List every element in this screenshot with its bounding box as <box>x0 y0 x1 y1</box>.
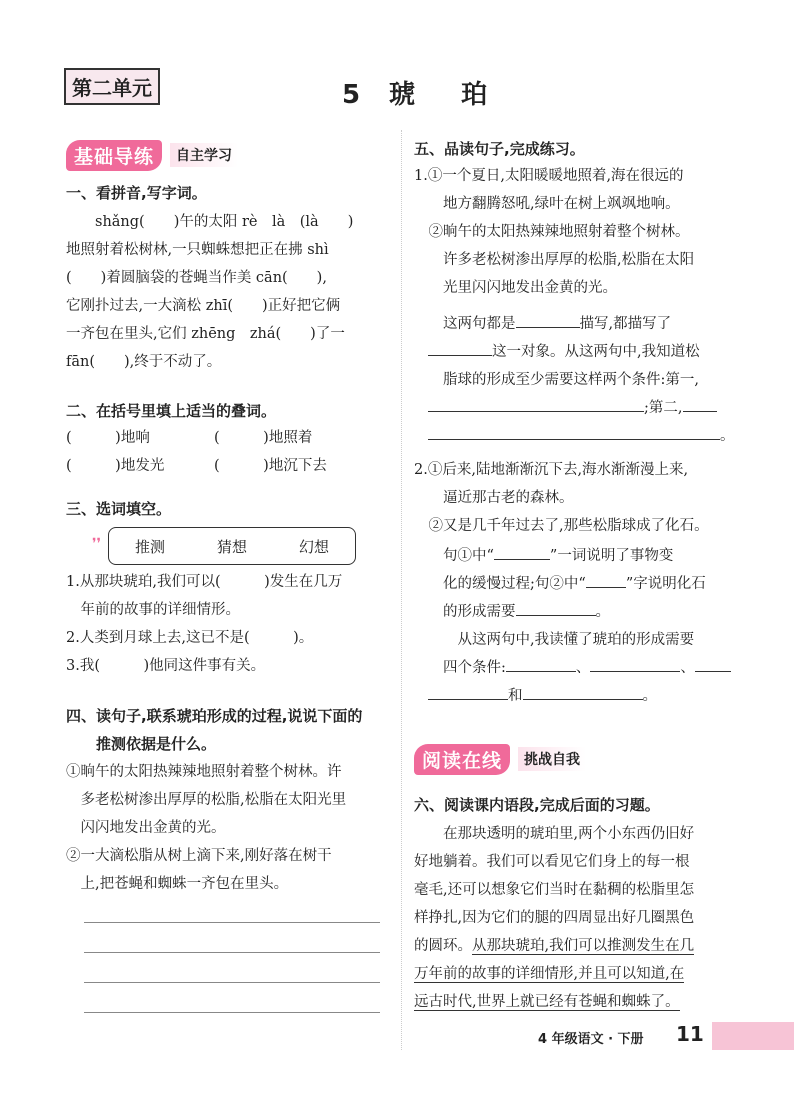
footer-book-label: 4 年级语文 · 下册 <box>538 1032 644 1047</box>
q-text: 的形成需要 <box>414 604 516 620</box>
banner-tag: 基础导练 <box>66 140 162 171</box>
q-text: 从这两句中,我读懂了琥珀的形成需要 <box>414 632 695 648</box>
q-text: 和 <box>508 688 523 704</box>
section-4-body <box>66 758 396 898</box>
s1-line: fān( ),终于不动了。 <box>66 354 222 370</box>
banner-basic-practice <box>66 140 238 170</box>
underlined-sentence: 远古时代,世界上就已经有苍蝇和蜘蛛了。 <box>414 994 680 1010</box>
s1-line: 一齐包在里头,它们 zhēng zhá( )了一 <box>66 326 345 342</box>
s1-line: ( )着圆脑袋的苍蝇当作美 cān( ), <box>66 270 327 286</box>
s2-item: ( )地照着 <box>214 430 313 446</box>
footer-decor-bar <box>712 1022 794 1050</box>
s5-line: 逼近那古老的森林。 <box>414 490 574 506</box>
answer-line[interactable] <box>84 982 380 983</box>
s1-line: shǎng( )午的太阳 rè là (là ) <box>66 214 354 230</box>
section-6-heading: 六、阅读课内语段,完成后面的习题。 <box>414 796 660 814</box>
section-3-body <box>66 568 396 680</box>
section-4-heading <box>66 702 362 758</box>
q-text: ;第二, <box>644 400 683 416</box>
s4-heading-line: 推测依据是什么。 <box>66 735 217 753</box>
section-5-questions-1: 这两句都是 描写,都描写了 这一对象。从这两句中,我知道松 脂球的形成至少需要这样两个条件:第一, ;第二, 。 <box>414 310 784 450</box>
s5-line: ②晌午的太阳热辣辣地照射着整个树林。 <box>414 224 690 240</box>
s3-question: 1.从那块琥珀,我们可以( )发生在几万 <box>66 574 343 590</box>
passage-line: 在那块透明的琥珀里,两个小东西仍旧好 <box>414 826 695 842</box>
decor-drops-icon: ❜❜ <box>92 536 102 552</box>
q-text: 这一对象。从这两句中,我知道松 <box>492 344 700 360</box>
answer-line[interactable] <box>84 1012 380 1013</box>
s2-item: ( )地响 <box>66 430 150 446</box>
s1-line: 它刚扑过去,一大滴松 zhī( )正好把它俩 <box>66 298 341 314</box>
section-1-heading: 一、看拼音,写字词。 <box>66 184 207 202</box>
s1-line: 地照射着松树林,一只蜘蛛想把正在拂 shì <box>66 242 329 258</box>
section-2-heading: 二、在括号里填上适当的叠词。 <box>66 402 277 420</box>
passage-line: 样挣扎,因为它们的腿的四周显出好几圈黑色 <box>414 910 695 926</box>
blank[interactable] <box>586 573 626 588</box>
banner-subtitle: 挑战自我 <box>518 747 586 771</box>
q-text: 。 <box>642 688 657 704</box>
section-5-passage-2 <box>414 456 784 540</box>
section-3-heading: 三、选词填空。 <box>66 500 172 518</box>
s3-question: 年前的故事的详细情形。 <box>66 602 240 618</box>
word-bank <box>108 527 356 565</box>
blank[interactable] <box>516 601 596 616</box>
column-divider <box>401 130 402 1050</box>
s5-line: ②又是几千年过去了,那些松脂球成了化石。 <box>414 518 709 534</box>
q-text: 、 <box>575 660 591 676</box>
s5-line: 光里闪闪地发出金黄的光。 <box>414 280 617 296</box>
q-text: ”字说明化石 <box>625 576 706 592</box>
s4-line: 上,把苍蝇和蜘蛛一齐包在里头。 <box>66 876 289 892</box>
q-text: ”一词说明了事物变 <box>549 548 674 564</box>
blank[interactable] <box>428 685 508 700</box>
q-text: 描写,都描写了 <box>579 316 672 332</box>
word-bank-item: 猜想 <box>216 537 247 556</box>
section-5-heading: 五、品读句子,完成练习。 <box>414 140 585 158</box>
blank[interactable] <box>494 545 550 560</box>
blank[interactable] <box>695 657 731 672</box>
section-1-body <box>66 208 396 376</box>
page-number: 11 <box>676 1022 704 1046</box>
s5-line: 地方翻腾怒吼,绿叶在树上飒飒地响。 <box>414 196 680 212</box>
underlined-sentence: 从那块琥珀,我们可以推测发生在几 <box>472 938 695 954</box>
s4-line: 多老松树渗出厚厚的松脂,松脂在太阳光里 <box>66 792 347 808</box>
blank[interactable] <box>523 685 643 700</box>
section-5-questions-2 <box>414 542 784 710</box>
q-text: 脂球的形成至少需要这样两个条件:第一, <box>414 372 699 388</box>
blank[interactable] <box>506 657 576 672</box>
q-text: 句①中“ <box>414 548 494 564</box>
answer-line[interactable] <box>84 922 380 923</box>
blank[interactable] <box>590 657 680 672</box>
s5-line: 许多老松树渗出厚厚的松脂,松脂在太阳 <box>414 252 695 268</box>
q-text: 、 <box>680 660 695 676</box>
blank[interactable] <box>428 341 492 356</box>
s5-line: 1.①一个夏日,太阳暖暖地照着,海在很远的 <box>414 168 684 184</box>
word-bank-item: 幻想 <box>298 537 329 556</box>
lesson-title: 5 琥 珀 <box>342 80 498 110</box>
answer-line[interactable] <box>84 952 380 953</box>
blank[interactable] <box>516 313 580 328</box>
s4-line: ①晌午的太阳热辣辣地照射着整个树林。许 <box>66 764 342 780</box>
underlined-sentence: 万年前的故事的详细情形,并且可以知道,在 <box>414 966 685 982</box>
unit-label: 第二单元 <box>64 68 160 105</box>
q-text: 化的缓慢过程;句②中“ <box>414 576 586 592</box>
blank[interactable] <box>683 397 717 412</box>
word-bank-item: 推测 <box>134 537 165 556</box>
passage-line: 毫毛,还可以想象它们当时在黏稠的松脂里怎 <box>414 882 695 898</box>
s4-line: ②一大滴松脂从树上滴下来,刚好落在树干 <box>66 848 332 864</box>
passage-line: 好地躺着。我们可以看见它们身上的每一根 <box>414 854 690 870</box>
q-text: 四个条件: <box>414 660 506 676</box>
s4-heading-line: 四、读句子,联系琥珀形成的过程,说说下面的 <box>66 707 363 725</box>
s2-item: ( )地发光 <box>66 458 165 474</box>
s3-question: 2.人类到月球上去,这已不是( )。 <box>66 630 314 646</box>
blank[interactable] <box>428 397 644 412</box>
s5-line: 2.①后来,陆地渐渐沉下去,海水渐渐漫上来, <box>414 462 689 478</box>
banner-subtitle: 自主学习 <box>170 143 238 167</box>
banner-tag: 阅读在线 <box>414 744 510 775</box>
q-text: 这两句都是 <box>414 316 516 332</box>
s4-line: 闪闪地发出金黄的光。 <box>66 820 226 836</box>
s2-item: ( )地沉下去 <box>214 458 327 474</box>
passage-text: 的圆环。 <box>414 938 472 954</box>
section-5-passage-1 <box>414 162 784 302</box>
banner-reading-online <box>414 744 586 774</box>
blank[interactable] <box>428 425 720 440</box>
section-6-passage <box>414 820 784 1016</box>
q-text: 。 <box>595 604 610 620</box>
s3-question: 3.我( )他同这件事有关。 <box>66 658 266 674</box>
